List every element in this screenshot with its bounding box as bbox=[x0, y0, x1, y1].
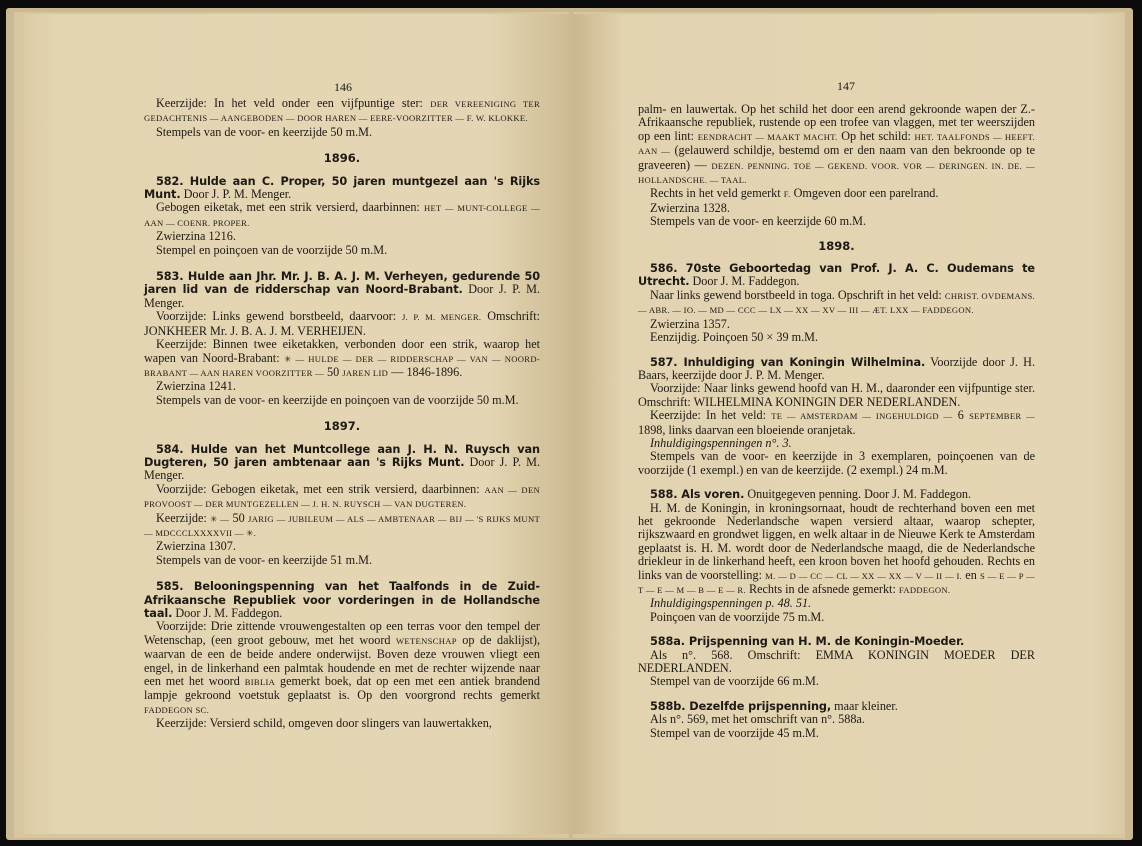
entry-588-line: Poinçoen van de voorzijde 75 m.M. bbox=[650, 609, 825, 624]
entry-583-line bbox=[144, 338, 540, 380]
continuation-585 bbox=[638, 103, 1035, 187]
small-caps-run: TE — AMSTERDAM — INGEHULDIGD — bbox=[771, 411, 953, 422]
entry-583-title bbox=[144, 270, 540, 310]
entry-583-line bbox=[144, 310, 540, 338]
text-run: gemerkt boek, dat op een met een antiek brandend lampje gekroond voetstuk geplaatst is. Op den voorgrond rechts gemerkt bbox=[144, 674, 540, 703]
entry-heading: 587. Inhuldiging van Koningin Wilhelmina. bbox=[650, 355, 926, 369]
entry-584-title bbox=[144, 443, 540, 483]
continuation-line: Stempels van de voor- en keerzijde 60 m.M. bbox=[650, 214, 867, 229]
entry-587-title bbox=[638, 356, 1035, 383]
intro-keerzijde bbox=[144, 97, 540, 126]
entry-585-title bbox=[144, 580, 540, 620]
text-run: Keerzijde: Binnen twee eiketakken, verbonden door een strik, waarop het wapen van Noord-Brabant: bbox=[144, 337, 540, 365]
text-run: 6 bbox=[952, 408, 970, 423]
text-run: Voorzijde door J. H. Baars, keerzijde door J. P. M. Menger. bbox=[638, 354, 1035, 382]
entry-heading: 588b. Dezelfde prijspenning, bbox=[650, 699, 832, 713]
entry-588-title bbox=[638, 488, 1035, 501]
text-run: (gelauwerd schildje, bestemd om er den naam van den bekroonde op te graveeren) — bbox=[638, 143, 1035, 172]
entry-588b-line: Stempel van de voorzijde 45 m.M. bbox=[650, 725, 819, 740]
entry-588b-line: Als n°. 569, met het omschrift van n°. 588a. bbox=[650, 712, 865, 727]
text-run: Rechts in het veld gemerkt bbox=[650, 186, 784, 201]
entry-582-line: Zwierzina 1216. bbox=[156, 229, 236, 244]
left-page-text bbox=[144, 97, 540, 731]
text-run: Door J. M. Faddegon. bbox=[172, 606, 283, 620]
text-run: maar kleiner. bbox=[831, 698, 898, 713]
text-run: 50 bbox=[323, 364, 343, 379]
entry-heading: 586. 70ste Geboortedag van Prof. J. A. C. Oudemans te Utrecht. bbox=[638, 262, 1035, 289]
small-caps-run: WETENSCHAP bbox=[396, 635, 457, 646]
entry-585-line bbox=[144, 620, 540, 717]
text-run: palm- en lauwertak. Op het schild het door een arend gekroonde wapen der Z.-Afrikaansche republiek, rustende op een trofee van vlaggen, met ter weerszijden op een lint: bbox=[638, 102, 1035, 143]
entry-heading: 583. Hulde aan Jhr. Mr. J. B. A. J. M. Verheyen, gedurende 50 jaren lid van de ridderschap van Noord-Brabant. bbox=[144, 270, 540, 297]
entry-588a-line: Stempel van de voorzijde 66 m.M. bbox=[650, 674, 819, 689]
text-run: Voorzijde: Links gewend borstbeeld, daarvoor: bbox=[156, 309, 402, 324]
entry-heading: 584. Hulde van het Muntcollege aan J. H. N. Ruysch van Dugteren, 50 jaren ambtenaar aan 's Rijks Munt. bbox=[144, 442, 540, 469]
small-caps-run: F. bbox=[783, 189, 791, 200]
text-run: 1898, links daarvan een bloeiende oranjetak. bbox=[638, 422, 856, 437]
text-run: Door J. P. M. Menger. bbox=[144, 282, 540, 310]
year-heading-1897: 1897. bbox=[323, 419, 361, 434]
small-caps-run: M. — D — CC — CL — XX — XX — V — II — I. bbox=[765, 570, 963, 581]
text-run: Door J. P. M. Menger. bbox=[180, 187, 292, 202]
entry-587-reference: Inhuldigingspenningen n°. 3. bbox=[650, 435, 792, 450]
entry-586-title bbox=[638, 262, 1035, 289]
small-caps-run: ✳ — bbox=[210, 513, 230, 524]
text-run: Keerzijde: In het veld: bbox=[650, 408, 772, 423]
entry-586-line: Eenzijdig. Poinçoen 50 × 39 m.M. bbox=[650, 330, 819, 345]
entry-588a-line: Als n°. 568. Omschrift: EMMA KONINGIN MOEDER DER NEDERLANDEN. bbox=[638, 647, 1035, 676]
entry-588a-title bbox=[638, 635, 1035, 648]
entry-584-line: Zwierzina 1307. bbox=[156, 539, 236, 554]
text-run: Door J. M. Faddegon. bbox=[689, 274, 800, 289]
small-caps-run: SEPTEMBER — bbox=[969, 411, 1035, 422]
small-caps-run: DEZEN. PENNING. TOE — GEKEND. VOOR. VOR — DERINGEN. IN. DE. — HOLLANDSCHE. — TAAL. bbox=[638, 160, 1035, 186]
entry-585-line: Keerzijde: Versierd schild, omgeven door slingers van lauwertakken, bbox=[156, 716, 492, 731]
small-caps-run: HET. TAALFONDS — HEEFT. AAN — bbox=[638, 131, 1035, 157]
right-page bbox=[573, 14, 1123, 834]
small-caps-run: JARIG — JUBILEUM — ALS — AMBTENAAR — BIJ — 'S RIJKS MUNT — MDCCCLXXXXVII — ✳. bbox=[144, 513, 540, 538]
text-run: Omschrift: JONKHEER Mr. J. B. A. J. M. VERHEIJEN. bbox=[144, 309, 540, 338]
small-caps-run: J. P. M. MENGER. bbox=[401, 312, 482, 323]
page-number-right: 147 bbox=[837, 79, 855, 93]
entry-586-line: Zwierzina 1357. bbox=[650, 316, 730, 331]
text-run: Keerzijde: bbox=[156, 510, 211, 525]
text-run: Keerzijde: In het veld onder een vijfpuntige ster: bbox=[156, 96, 431, 110]
entry-586-line bbox=[638, 289, 1035, 318]
text-run: Omgeven door een parelrand. bbox=[790, 186, 939, 201]
small-caps-run: AAN — DEN PROVOOST — DER MUNTGEZELLEN — J. H. N. RUYSCH — VAN DUGTEREN. bbox=[144, 484, 540, 510]
entry-583-line: Zwierzina 1241. bbox=[156, 379, 236, 394]
text-run: op de daklijst), waarvan de een de beide andere onderwijst. Boven deze vrouwen vliegt een engel, in de linkerhand een palmtak houdende en met de rechter wijzende naar een met het woord bbox=[144, 632, 540, 689]
continuation-line bbox=[638, 187, 1035, 201]
text-run: Rechts in de afsnede gemerkt: bbox=[745, 582, 899, 596]
small-caps-run: FADDEGON SC. bbox=[144, 704, 210, 715]
entry-588-line bbox=[638, 502, 1035, 598]
text-run: Gebogen eiketak, met een strik versierd, daarbinnen: bbox=[156, 200, 424, 215]
entry-587-line bbox=[638, 409, 1035, 437]
entry-582-line bbox=[144, 201, 540, 230]
right-page-text bbox=[638, 103, 1035, 740]
entry-588b-title bbox=[638, 700, 1035, 713]
entry-587-line: Voorzijde: Naar links gewend hoofd van H. M., daaronder een vijfpuntige ster. Omschrift: WILHELMINA KONINGIN DER NEDERLANDEN. bbox=[638, 381, 1035, 409]
year-heading-1896: 1896. bbox=[323, 151, 361, 166]
entry-heading: 588a. Prijspenning van H. M. de Koningin-Moeder. bbox=[650, 635, 965, 649]
text-run: Op het schild: bbox=[837, 128, 915, 143]
small-caps-run: DER VEREENIGING TER GEDACHTENIS — AANGEBODEN — DOOR HAREN — EERE-VOORZITTER — F. W. KLOKKE. bbox=[144, 99, 541, 124]
text-run: H. M. de Koningin, in kroningsornaat, houdt de rechterhand boven een met het gekroonde Nederlandsche wapen versierd altaar, waarop schepter, rijkszwaard en grondwet liggen, en welk altaar in de Nieuwe Kerk te Amsterdam geplaatst is. H. M. wordt door de Nederlandsche maagd, die de Nederlandsche driekleur in de linkerhand heeft, een kroon boven het hoofd gehouden. Rechts en links van de voorstelling: bbox=[638, 500, 1035, 582]
entry-heading: 588. Als voren. bbox=[650, 488, 745, 502]
entry-587-line: Stempels van de voor- en keerzijde in 3 exemplaren, poinçoenen van de voorzijde (1 exempl.) en van de keerzijde. (2 exempl.) 24 m.M. bbox=[638, 449, 1035, 477]
small-caps-run: ✳ — HULDE — DER — RIDDERSCHAP — VAN — NOORD-BRABANT — AAN HAREN VOORZITTER — bbox=[144, 353, 540, 378]
text-run: Voorzijde: Drie zittende vrouwengestalten op een terras voor den tempel der Wetenschap, (een groot gebouw, met het woord bbox=[144, 619, 540, 647]
small-caps-run: BIBLIA bbox=[244, 677, 276, 688]
year-heading-1898: 1898. bbox=[818, 238, 855, 253]
text-run: Door J. P. M. Menger. bbox=[144, 454, 540, 483]
text-run: Voorzijde: Gebogen eiketak, met een strik versierd, daarbinnen: bbox=[156, 481, 485, 496]
entry-582-title bbox=[144, 175, 540, 202]
text-run: Onuitgegeven penning. Door J. M. Faddegon. bbox=[744, 487, 972, 502]
entry-588-reference: Inhuldigingspenningen p. 48. 51. bbox=[650, 596, 812, 611]
text-run: 50 bbox=[229, 510, 249, 525]
entry-584-line bbox=[144, 512, 540, 541]
small-caps-run: CHRIST. OVDEMANS. — ABR. — IO. — MD — CCC — LX — XX — XV — III — ÆT. LXX — FADDEGON. bbox=[638, 290, 1035, 316]
page-number-left: 146 bbox=[334, 80, 352, 94]
text-run: Naar links gewend borstbeeld in toga. Opschrift in het veld: bbox=[650, 287, 945, 302]
entry-heading: 585. Belooningspenning van het Taalfonds in de Zuid-Afrikaansche Republiek voor vorderingen in de Hollandsche taal. bbox=[144, 580, 540, 620]
continuation-line: Zwierzina 1328. bbox=[650, 200, 730, 215]
entry-583-line: Stempels van de voor- en keerzijde en poinçoen van de voorzijde 50 m.M. bbox=[156, 392, 519, 407]
small-caps-run: FADDEGON. bbox=[898, 585, 951, 595]
entry-heading: 582. Hulde aan C. Proper, 50 jaren muntgezel aan 's Rijks Munt. bbox=[144, 174, 540, 202]
small-caps-run: HET — MUNT-COLLEGE — AAN — COENR. PROPER. bbox=[144, 203, 540, 228]
intro-stempels: Stempels van de voor- en keerzijde 50 m.M. bbox=[156, 124, 373, 139]
text-run: en bbox=[962, 567, 980, 582]
small-caps-run: JAREN LID bbox=[342, 367, 389, 378]
text-run: — 1846-1896. bbox=[388, 364, 463, 379]
entry-584-line bbox=[144, 483, 540, 512]
entry-582-line: Stempel en poinçoen van de voorzijde 50 m.M. bbox=[156, 242, 388, 257]
entry-584-line: Stempels van de voor- en keerzijde 51 m.M. bbox=[156, 552, 373, 567]
left-page bbox=[24, 14, 569, 834]
small-caps-run: EENDRACHT — MAAKT MACHT. bbox=[697, 131, 838, 142]
small-caps-run: S — E — P — T — E — M — B — E — R. bbox=[638, 570, 1036, 595]
